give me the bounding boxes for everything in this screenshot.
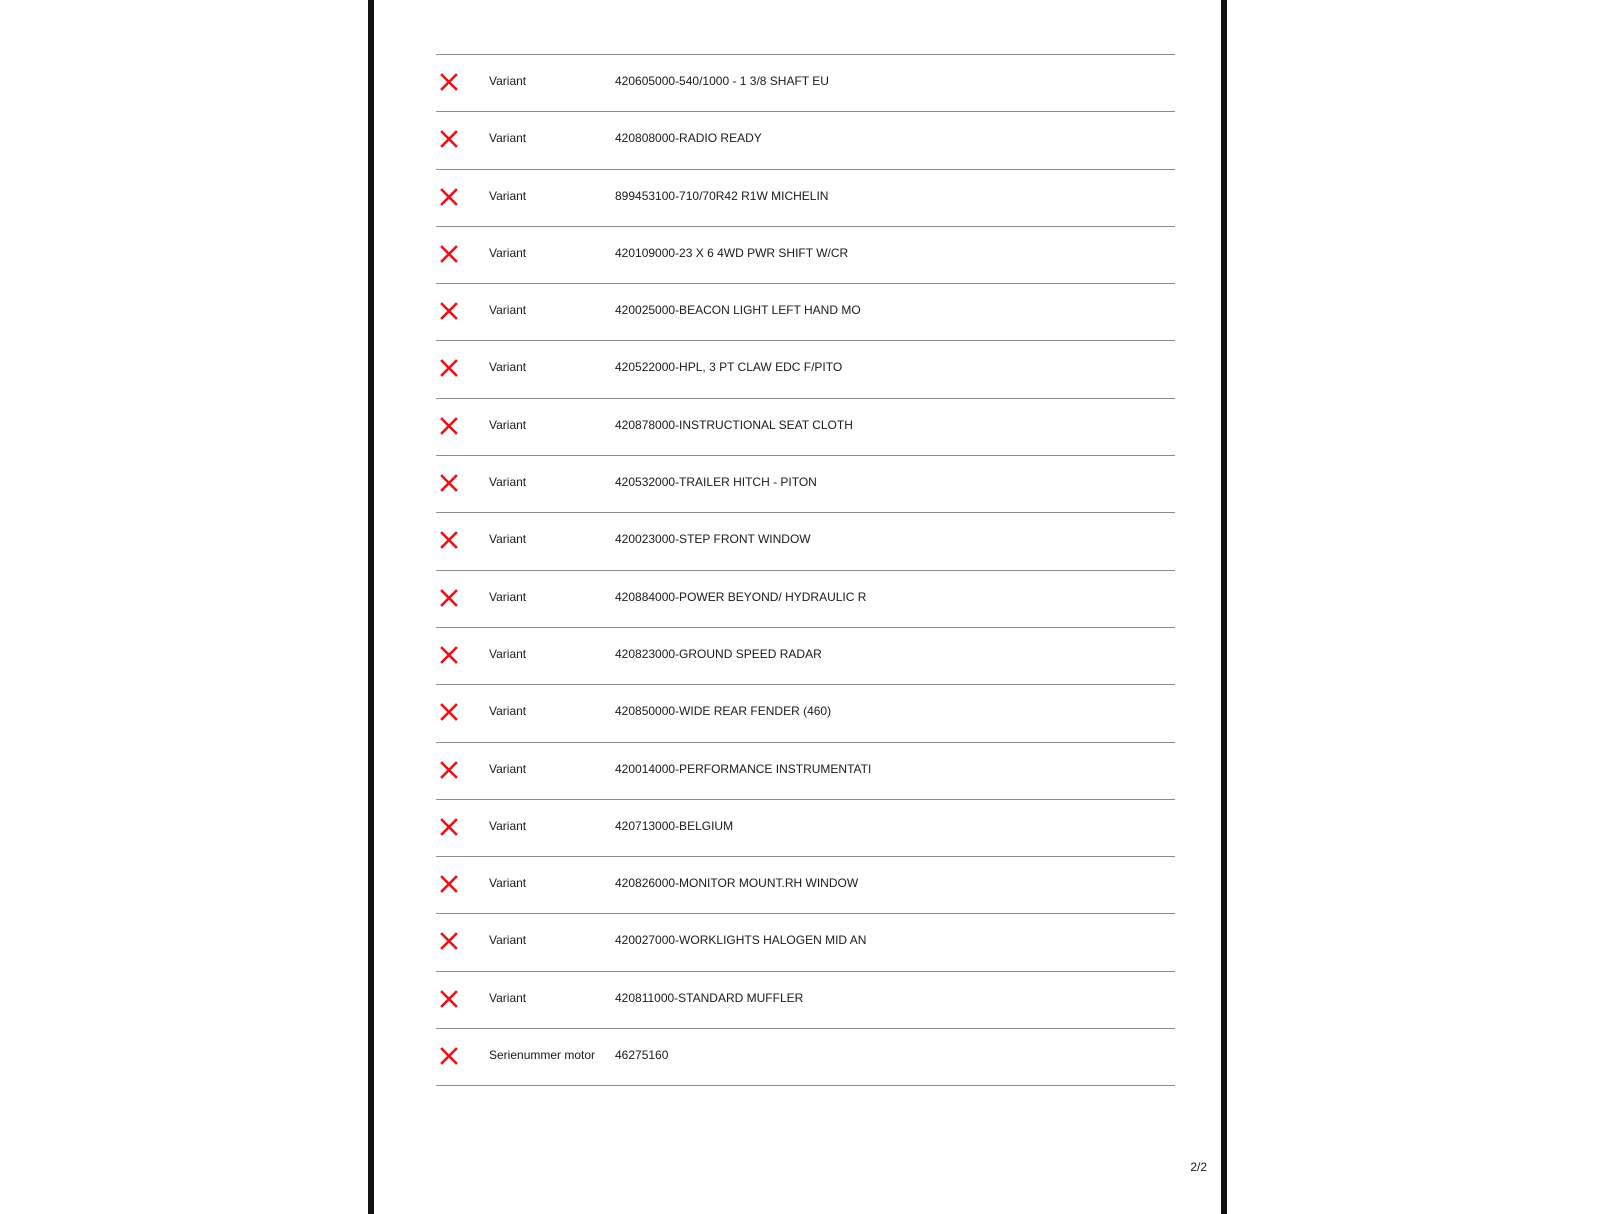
table-row xyxy=(436,341,1175,398)
items-table xyxy=(436,54,1175,1086)
row-label: Variant xyxy=(489,933,527,948)
table-row xyxy=(436,227,1175,284)
page-number: 2/2 xyxy=(1190,1160,1207,1174)
row-label: Variant xyxy=(489,360,527,375)
close-icon xyxy=(440,818,458,836)
close-icon xyxy=(440,474,458,492)
table-row xyxy=(436,456,1175,513)
document-page xyxy=(368,0,1227,1214)
close-icon xyxy=(440,589,458,607)
row-value: 420850000-WIDE REAR FENDER (460) xyxy=(615,704,832,719)
close-icon xyxy=(440,932,458,950)
row-value: 420713000-BELGIUM xyxy=(615,818,734,833)
table-row xyxy=(436,628,1175,685)
close-icon xyxy=(440,73,458,91)
close-icon xyxy=(440,875,458,893)
row-value: 420023000-STEP FRONT WINDOW xyxy=(615,532,811,547)
row-value: 420811000-STANDARD MUFFLER xyxy=(615,990,804,1005)
row-value: 420878000-INSTRUCTIONAL SEAT CLOTH xyxy=(615,417,853,432)
table-row xyxy=(436,284,1175,341)
close-icon xyxy=(440,188,458,206)
table-row xyxy=(436,743,1175,800)
row-label: Variant xyxy=(489,417,527,432)
table-row xyxy=(436,857,1175,914)
row-label: Variant xyxy=(489,188,527,203)
row-value: 420605000-540/1000 - 1 3/8 SHAFT EU xyxy=(615,74,829,88)
row-value: 420025000-BEACON LIGHT LEFT HAND MO xyxy=(615,303,861,318)
row-label: Variant xyxy=(489,532,527,547)
table-row xyxy=(436,685,1175,742)
row-label: Variant xyxy=(489,876,527,891)
close-icon xyxy=(440,245,458,263)
table-row xyxy=(436,399,1175,456)
row-label: Variant xyxy=(489,475,527,490)
table-row xyxy=(436,112,1175,169)
row-value: 420027000-WORKLIGHTS HALOGEN MID AN xyxy=(615,933,867,948)
close-icon xyxy=(440,703,458,721)
close-icon xyxy=(440,130,458,148)
table-row xyxy=(436,170,1175,227)
close-icon xyxy=(440,761,458,779)
row-label: Variant xyxy=(489,74,527,88)
row-value: 420109000-23 X 6 4WD PWR SHIFT W/CR xyxy=(615,245,849,260)
table-row xyxy=(436,1029,1175,1086)
row-label: Variant xyxy=(489,303,527,318)
table-row xyxy=(436,914,1175,971)
row-label: Variant xyxy=(489,704,527,719)
row-value: 420808000-RADIO READY xyxy=(615,131,762,146)
row-value: 420532000-TRAILER HITCH - PITON xyxy=(615,475,817,490)
row-label: Variant xyxy=(489,818,527,833)
row-label: Variant xyxy=(489,761,527,776)
row-label: Serienummer motor xyxy=(489,1048,596,1063)
close-icon xyxy=(440,990,458,1008)
row-label: Variant xyxy=(489,131,527,146)
row-value: 420884000-POWER BEYOND/ HYDRAULIC R xyxy=(615,589,867,604)
row-value: 420826000-MONITOR MOUNT.RH WINDOW xyxy=(615,876,859,891)
table-row xyxy=(436,571,1175,628)
table-row xyxy=(436,55,1175,112)
row-value: 899453100-710/70R42 R1W MICHELIN xyxy=(615,188,829,203)
close-icon xyxy=(440,302,458,320)
row-value: 420823000-GROUND SPEED RADAR xyxy=(615,646,822,661)
table-row xyxy=(436,972,1175,1029)
close-icon xyxy=(440,1047,458,1065)
close-icon xyxy=(440,359,458,377)
close-icon xyxy=(440,646,458,664)
table-row xyxy=(436,800,1175,857)
row-label: Variant xyxy=(489,990,527,1005)
row-label: Variant xyxy=(489,245,527,260)
row-value: 420522000-HPL, 3 PT CLAW EDC F/PITO xyxy=(615,360,843,375)
table-row xyxy=(436,513,1175,570)
row-label: Variant xyxy=(489,589,527,604)
row-value: 46275160 xyxy=(615,1048,669,1063)
row-value: 420014000-PERFORMANCE INSTRUMENTATI xyxy=(615,761,872,776)
close-icon xyxy=(440,531,458,549)
close-icon xyxy=(440,417,458,435)
row-label: Variant xyxy=(489,646,527,661)
